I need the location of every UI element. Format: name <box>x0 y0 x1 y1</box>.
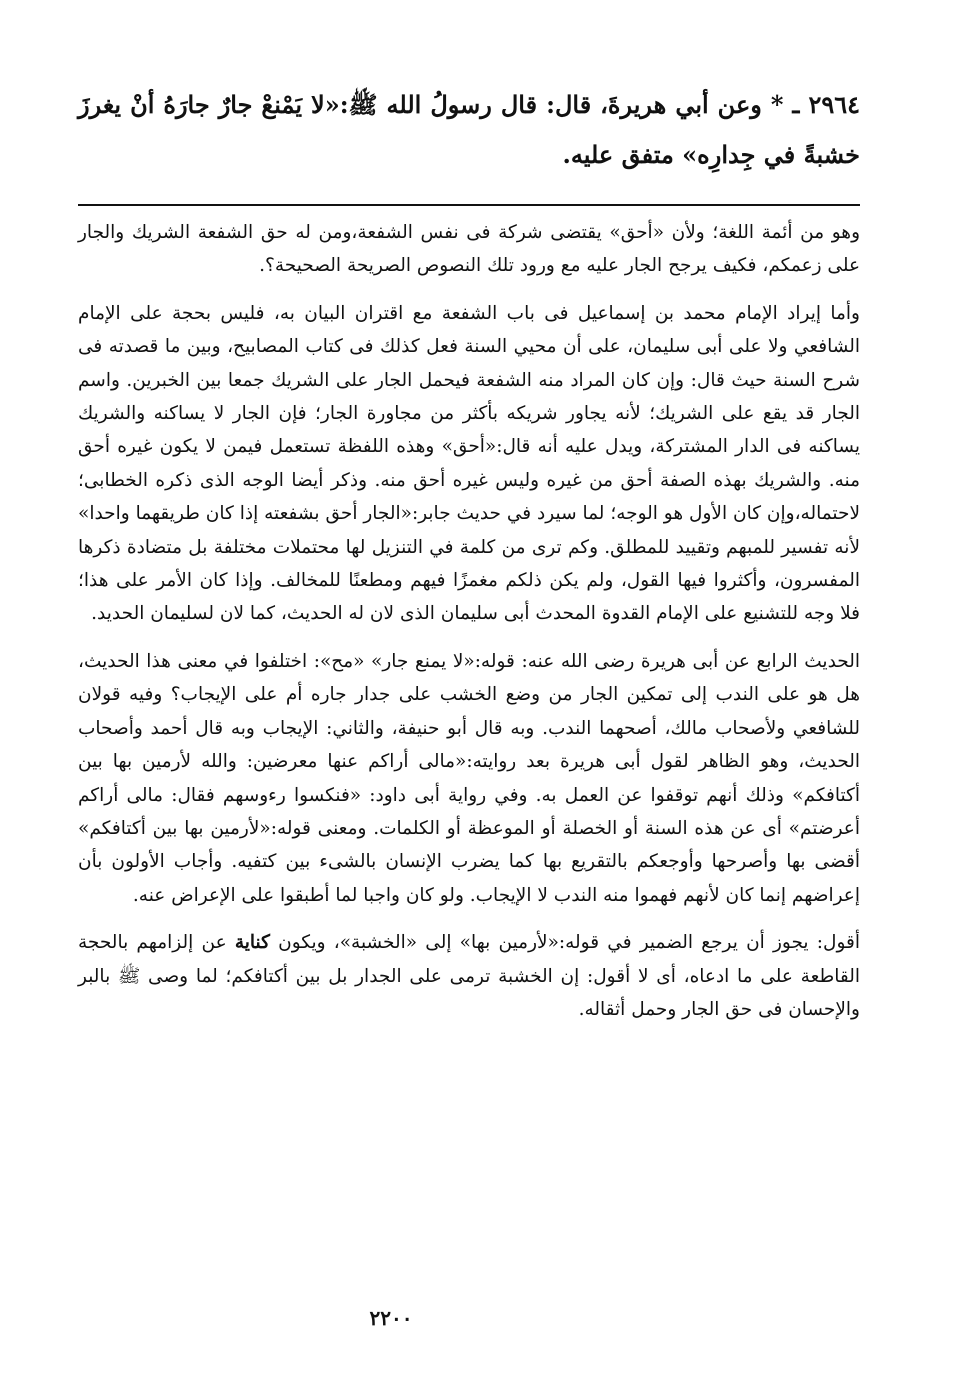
commentary-text: عن إلزامهم بالحجة القاطعة على ما ادعاه، أى لا أقول: إن الخشبة ترمى على الجدار بل بين أكتافكم؛ لما وصى ﷺ بالبر والإحسان فى حق الجار وحمل أثقاله. <box>78 932 860 1020</box>
hadith-text: ٢٩٦٤ ـ * وعن أبي هريرةَ، قال: قال رسولُ الله ﷺ:«لا يَمْنعْ جارٌ جارَهُ أنْ يغرزَ خشبةً في جِدارِه» متفق عليه. <box>78 90 860 169</box>
commentary-paragraph-last <box>78 926 860 1026</box>
commentary-bold-term: كناية <box>234 932 270 954</box>
section-divider <box>78 204 860 206</box>
commentary-paragraph: الحديث الرابع عن أبى هريرة رضى الله عنه: قوله:«لا يمنع جار» «مح»: اختلفوا في معنى هذا الحديث، هل هو على الندب إلى تمكين الجار من وضع الخشب على جدار جاره أم على الإيجاب؟ وفيه قولان للشافعي ولأصحاب مالك، أصحهما الندب. وبه قال أبو حنيفة، والثاني: الإيجاب وبه قال أحمد وأصحاب الحديث، وهو الظاهر لقول أبى هريرة بعد روايته:«مالى أراكم عنها معرضين: والله لأرمين بها بين أكتافكم» وذلك أنهم توقفوا عن العمل به. وفي رواية أبى داود: «فنكسوا رءوسهم فقال: مالى أراكم أعرضتم» أى عن هذه السنة أو الخصلة أو الموعظة أو الكلمات. ومعنى قوله:«لأرمين بها بين أكتافكم» أقضى بها وأصرحها وأوجعكم بالتقريع بها كما يضرب الإنسان بالشىء بين كتفيه. وأجاب الأولون بأن إعراضهم إنما كان لأنهم فهموا منه الندب لا الإيجاب. ولو كان واجبا لما أطبقوا على الإعراض عنه. <box>78 650 860 906</box>
book-page <box>78 80 860 1370</box>
page-number: ٢٢٠٠ <box>369 1306 413 1330</box>
commentary-paragraph: وهو من أئمة اللغة؛ ولأن «أحق» يقتضى شركة فى نفس الشفعة،ومن له حق الشفعة الشريك والجار على زعمكم، فكيف يرجح الجار عليه مع ورود تلك النصوص الصريحة الصحيحة؟. <box>78 222 860 277</box>
commentary-text: أقول: يجوز أن يرجع الضمير في قوله:«لأرمين بها» إلى «الخشبة»، ويكون <box>269 932 860 954</box>
commentary-paragraph: وأما إيراد الإمام محمد بن إسماعيل فى باب الشفعة مع اقتران البيان به، فليس بحجة على الإمام الشافعي ولا على أبى سليمان، على أن محيي السنة فعل كذلك فى كتاب المصابيح، وبين ما قصدته فى شرح السنة حيث قال: وإن كان المراد منه الشفعة فيحمل الجار على الشريك جمعا بين الخبرين. واسم الجار قد يقع على الشريك؛ لأنه يجاور شريكه بأكثر من مجاورة الجار؛ فإن الجار لا يساكنه والشريك يساكنه فى الدار المشتركة، ويدل عليه أنه قال:«أحق» وهذه اللفظة تستعمل فيمن لا يكون غيره أحق منه. والشريك بهذه الصفة أحق من غيره وليس غيره أحق منه. وذكر أيضا الوجه الذى ذكره الخطابى؛ لاحتماله،وإن كان الأول هو الوجه؛ لما سيرد في حديث جابر:«الجار أحق بشفعته إذا كان طريقهما واحدا» لأنه تفسير للمبهم وتقييد للمطلق. وكم ترى من كلمة في التنزيل لها محتملات مختلفة بل متضادة ذكرها المفسرون، وأكثروا فيها القول، ولم يكن ذلكم مغمزًا فيهم ومطعنًا للمخالف. وإذا كان الأمر على هذا؛ فلا وجه للتشنيع على الإمام القدوة المحدث أبى سليمان الذى لان له الحديث، كما لان لسليمان الحديد. <box>78 302 860 625</box>
